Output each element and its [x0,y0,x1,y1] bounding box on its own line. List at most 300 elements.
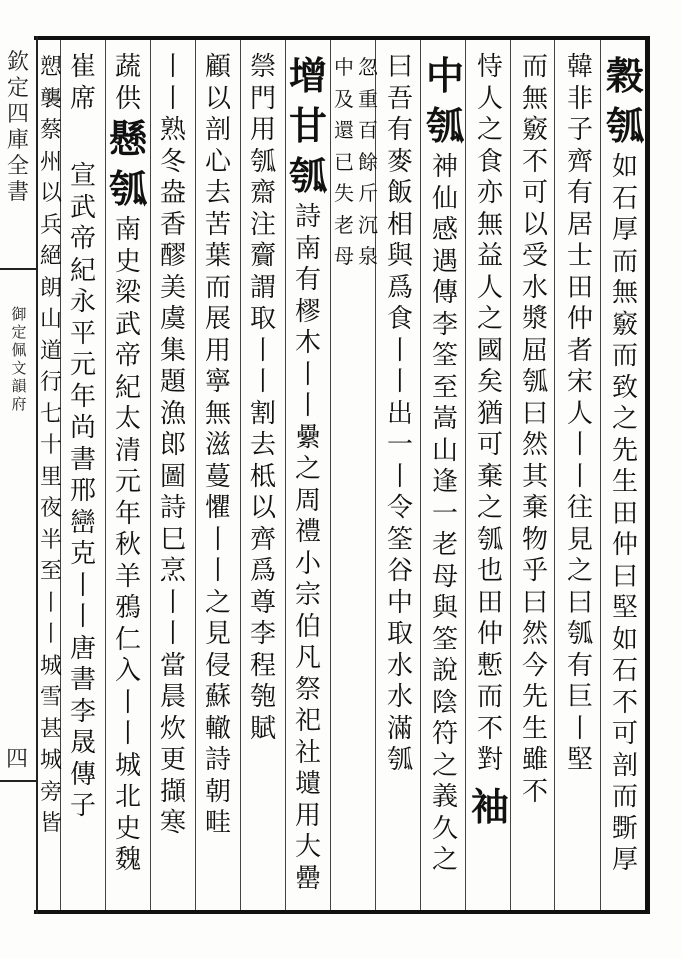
column-rule [285,40,286,910]
glyph: 重 [358,86,378,111]
glyph: 已 [334,149,354,174]
glyph [15,777,37,809]
glyph: 鴉 [114,593,141,623]
glyph: 矣 [476,367,503,397]
glyph [15,493,37,525]
glyph [15,273,37,305]
glyph: 宗 [294,580,321,610]
glyph: 增 [288,53,327,98]
glyph: 尚 [69,413,96,443]
glyph: 行 [39,370,62,395]
glyph: 者 [566,335,593,366]
glyph: 曰 [521,587,548,618]
glyph [15,682,37,714]
entry-heading [109,115,147,215]
glyph: 寧 [204,367,231,397]
glyph: 社 [294,737,321,768]
text-column-7a [357,52,379,902]
glyph: 去 [204,178,231,208]
glyph: 先 [521,682,548,712]
frame-right-border [645,36,650,914]
glyph: 子 [69,791,96,821]
glyph: 巒 [69,507,96,538]
entry-heading [426,52,464,152]
glyph: 食 [386,304,413,334]
glyph: 祀 [294,706,321,736]
text-column-5-body [432,152,458,877]
glyph: 竅 [611,309,638,340]
glyph: 愬 [39,55,62,80]
text-column-13-head [70,52,96,115]
text-column-4-body [477,52,503,777]
glyph: 宣 [69,161,96,191]
glyph [15,84,37,116]
glyph: 麥 [386,146,413,177]
glyph: 泉 [358,244,378,268]
glyph: 柢 [249,461,276,492]
text-column-11 [153,52,193,902]
glyph: 石 [611,656,638,686]
glyph: 百 [358,118,378,142]
glyph: 田 [611,498,638,529]
glyph: 出 [386,398,413,429]
glyph: 韓 [566,52,593,82]
glyph: 更 [159,745,186,775]
glyph: 恃 [476,52,503,82]
glyph: 仲 [611,530,638,560]
glyph: 之 [431,750,458,781]
glyph [15,588,37,620]
glyph: 蔬 [114,52,141,82]
glyph: 滿 [386,713,413,744]
glyph: 義 [431,782,458,812]
glyph: 而 [476,682,503,712]
glyph: 中 [386,587,413,618]
glyph: 旁 [39,779,62,805]
glyph: 畦 [204,808,231,838]
glyph [15,304,37,336]
glyph: 可 [476,430,503,460]
glyph: 四 [6,102,29,127]
glyph: 入 [114,656,141,686]
glyph: 齎 [249,241,276,271]
glyph: 虞 [159,304,186,334]
glyph: 里 [39,464,62,490]
glyph: 用 [294,800,321,831]
glyph: 州 [39,149,62,175]
glyph: 仙 [431,183,458,214]
glyph: 令 [386,493,413,523]
glyph: 美 [159,272,186,303]
glyph: 城 [39,653,62,679]
glyph: 子 [566,115,593,145]
glyph: 書 [69,665,96,695]
glyph: 失 [334,181,354,205]
glyph: 謂 [249,272,276,303]
glyph: 仲 [566,304,593,334]
glyph: 今 [521,650,548,681]
glyph: 伯 [294,611,321,642]
glyph: 定 [11,323,27,341]
glyph: 文 [11,359,27,377]
glyph: 瓠 [386,745,413,775]
column-rule [510,40,511,910]
glyph: 郎 [159,430,186,460]
glyph: 樛 [294,296,321,327]
glyph: 往 [566,493,593,523]
glyph: 無 [521,83,548,114]
glyph: 葉 [204,241,231,271]
glyph [15,147,37,179]
glyph [15,52,37,84]
glyph: 仁 [114,624,141,655]
glyph: 瓠 [288,153,327,198]
glyph: 符 [431,719,458,749]
glyph: 棄 [476,461,503,492]
glyph: 丨 [294,391,321,421]
glyph: 邢 [69,476,96,506]
glyph: 丨 [159,52,186,82]
glyph: 之 [611,404,638,434]
glyph [15,399,37,431]
glyph: 太 [114,404,141,434]
glyph [15,210,37,242]
glyph: 穀 [605,53,644,98]
entry-heading [289,52,327,202]
glyph: 仲 [476,619,503,649]
glyph: 筌 [431,624,458,655]
glyph: 紀 [69,255,96,286]
glyph: 厚 [611,845,638,875]
glyph: 詩 [159,493,186,523]
glyph: 甚 [39,716,62,742]
glyph: 魏 [114,845,141,875]
text-column-9 [243,52,283,902]
glyph: 丨 [114,719,141,749]
glyph: 年 [69,381,96,412]
glyph: 屈 [521,335,548,366]
glyph: 無 [611,278,638,308]
glyph [15,651,37,683]
glyph: 當 [159,650,186,681]
glyph: 與 [431,593,458,623]
glyph: 李 [69,696,96,727]
glyph: 之 [431,845,458,875]
glyph: 御 [11,305,27,323]
glyph: 絕 [39,244,62,269]
glyph: 齊 [249,524,276,555]
glyph [15,556,37,588]
glyph: 賦 [249,713,276,744]
glyph: 滋 [204,430,231,460]
glyph: 對 [476,745,503,775]
glyph: 中 [425,53,464,98]
text-column-13-body [70,161,96,823]
column-rule [420,40,421,910]
text-column-12 [108,52,148,902]
glyph: 史 [114,813,141,844]
glyph: 水 [521,272,548,303]
text-column-12-head [115,52,141,115]
glyph: 吾 [386,83,413,114]
glyph: 秋 [114,530,141,560]
glyph: 見 [204,619,231,649]
glyph: 集 [159,335,186,366]
glyph: 甘 [288,103,327,148]
glyph: 書 [6,180,29,205]
glyph: 山 [39,307,62,332]
glyph: 如 [611,152,638,182]
glyph: 元 [69,350,96,380]
glyph: 苦 [204,209,231,240]
glyph: 侵 [204,650,231,681]
glyph: 北 [114,782,141,812]
glyph: 十 [39,433,62,458]
glyph: 七 [39,401,62,427]
text-column-14 [38,52,64,902]
glyph: 生 [521,713,548,744]
glyph: 丨 [566,430,593,460]
glyph: 注 [249,209,276,240]
glyph: 以 [39,181,62,206]
glyph: 丨 [249,367,276,397]
glyph: 田 [476,587,503,618]
glyph: 山 [431,435,458,466]
glyph: 去 [249,430,276,460]
glyph: 之 [566,556,593,586]
text-column-1 [605,52,645,902]
glyph: 老 [334,212,354,237]
glyph: 曰 [521,398,548,429]
glyph: 丨 [114,687,141,718]
glyph: 夜 [39,496,62,521]
glyph: 羊 [114,561,141,592]
glyph: 心 [204,146,231,177]
glyph: 宋 [566,367,593,397]
glyph: 沉 [358,212,378,237]
glyph: 丨 [69,570,96,601]
glyph [15,619,37,651]
text-column-5 [425,52,465,902]
glyph: 席 [69,83,96,114]
glyph: 李 [431,309,458,340]
glyph: 丨 [249,335,276,366]
glyph: 丨 [386,461,413,492]
column-rule [240,40,241,910]
glyph: 谷 [386,556,413,586]
glyph: 丨 [204,524,231,555]
glyph: 斤 [358,181,378,205]
glyph [15,367,37,399]
glyph: 南 [114,215,141,245]
glyph: 有 [294,265,321,295]
glyph: 致 [611,372,638,403]
glyph: 纍 [294,422,321,453]
glyph: 門 [249,83,276,114]
text-column-3 [515,52,555,902]
glyph: 割 [249,398,276,429]
glyph: 不 [521,146,548,177]
glyph: 齊 [566,146,593,177]
glyph: 雪 [39,685,62,710]
glyph: 丨 [294,359,321,390]
glyph: 見 [566,524,593,555]
glyph: 感 [431,215,458,245]
glyph: 壝 [294,769,321,799]
entry-tag: 袖 [470,783,509,829]
glyph: 欽 [6,50,29,75]
glyph: 士 [566,241,593,271]
glyph: 襲 [39,86,62,112]
glyph [15,430,37,462]
glyph: 武 [69,192,96,223]
glyph: 定 [6,76,29,101]
glyph: 有 [566,650,593,681]
column-rule [150,40,151,910]
glyph: 剖 [611,750,638,781]
glyph: 丨 [204,556,231,586]
glyph: 而 [611,782,638,812]
glyph [15,745,37,777]
glyph: 也 [476,556,503,586]
glyph: 棄 [521,493,548,523]
glyph: 水 [386,650,413,681]
glyph: 堅 [611,593,638,623]
glyph: 年 [114,498,141,529]
glyph: 人 [476,272,503,303]
glyph: 以 [204,83,231,114]
glyph: 帝 [114,341,141,371]
glyph: 母 [334,244,354,268]
glyph: 之 [476,304,503,334]
glyph: 丨 [566,713,593,744]
glyph: 嵩 [431,404,458,434]
glyph: 爲 [386,272,413,303]
glyph [15,525,37,557]
glyph: 取 [249,304,276,334]
column-rule [465,40,466,910]
glyph: 禜 [249,52,276,82]
glyph: 漁 [159,398,186,429]
glyph: 克 [69,539,96,569]
glyph: 圖 [159,461,186,492]
glyph: 元 [114,467,141,497]
glyph: 相 [386,209,413,240]
glyph: 寒 [159,808,186,838]
glyph: 之 [476,115,503,145]
glyph: 佩 [11,341,27,359]
glyph: 雖 [521,745,548,775]
glyph: 詩 [204,745,231,775]
glyph [15,241,37,273]
text-column-10 [198,52,238,902]
glyph: 乎 [521,556,548,586]
glyph: 全 [6,154,29,179]
glyph: 烹 [159,556,186,586]
text-column-8-body [295,202,321,895]
glyph: 丨 [159,619,186,649]
glyph: 慙 [476,650,503,681]
glyph: 木 [294,328,321,358]
glyph: 中 [334,55,354,79]
glyph: 蔓 [204,461,231,492]
glyph: 瓠 [425,103,464,148]
glyph: 瓠 [476,524,503,555]
glyph [15,178,37,210]
glyph: 堅 [566,745,593,775]
glyph: 半 [39,527,62,553]
glyph: 祭 [294,674,321,705]
glyph: 不 [521,776,548,807]
glyph: 無 [476,209,503,240]
glyph: 筌 [386,524,413,555]
glyph: 丨 [69,602,96,632]
glyph: 晟 [69,728,96,758]
margin-page-number: 四 [5,747,28,772]
glyph: 厚 [611,215,638,245]
glyph: 漿 [521,304,548,334]
glyph: 庫 [6,128,29,153]
glyph: 城 [39,748,62,773]
glyph [15,115,37,147]
text-column-4 [470,52,510,902]
glyph: 李 [249,619,276,649]
glyph: 取 [386,619,413,649]
glyph [15,714,37,746]
glyph: 供 [114,83,141,114]
glyph: 永 [69,287,96,317]
glyph: 用 [249,115,276,145]
glyph: 書 [69,444,96,475]
glyph: 曰 [611,561,638,592]
glyph: 益 [476,241,503,271]
glyph: 罍 [294,863,321,894]
glyph: 生 [611,467,638,497]
glyph: 熟 [159,115,186,145]
glyph: 至 [431,372,458,403]
glyph: 炊 [159,713,186,744]
glyph: 兵 [39,212,62,238]
column-rule [330,40,331,910]
glyph: 還 [334,118,354,142]
glyph: 居 [566,209,593,240]
glyph: 詩 [294,202,321,232]
glyph: 曰 [566,587,593,618]
glyph: 香 [159,209,186,240]
glyph: 一 [431,498,458,529]
glyph: 其 [521,461,548,492]
glyph: 以 [521,209,548,240]
glyph: 丨 [159,587,186,618]
glyph: 匏 [249,682,276,712]
glyph: 巳 [159,524,186,555]
glyph: 神 [431,152,458,182]
glyph: 懼 [204,493,231,523]
glyph: 先 [611,435,638,466]
glyph: 爲 [249,556,276,586]
glyph: 清 [114,435,141,466]
glyph: 瓠 [605,103,644,148]
glyph: 斲 [611,813,638,844]
glyph: 不 [611,687,638,718]
glyph [15,336,37,368]
glyph: 國 [476,335,503,366]
glyph: 有 [566,178,593,208]
glyph: 擷 [159,776,186,807]
glyph: 瓠 [249,146,276,177]
glyph: 平 [69,318,96,349]
glyph: 田 [566,272,593,303]
